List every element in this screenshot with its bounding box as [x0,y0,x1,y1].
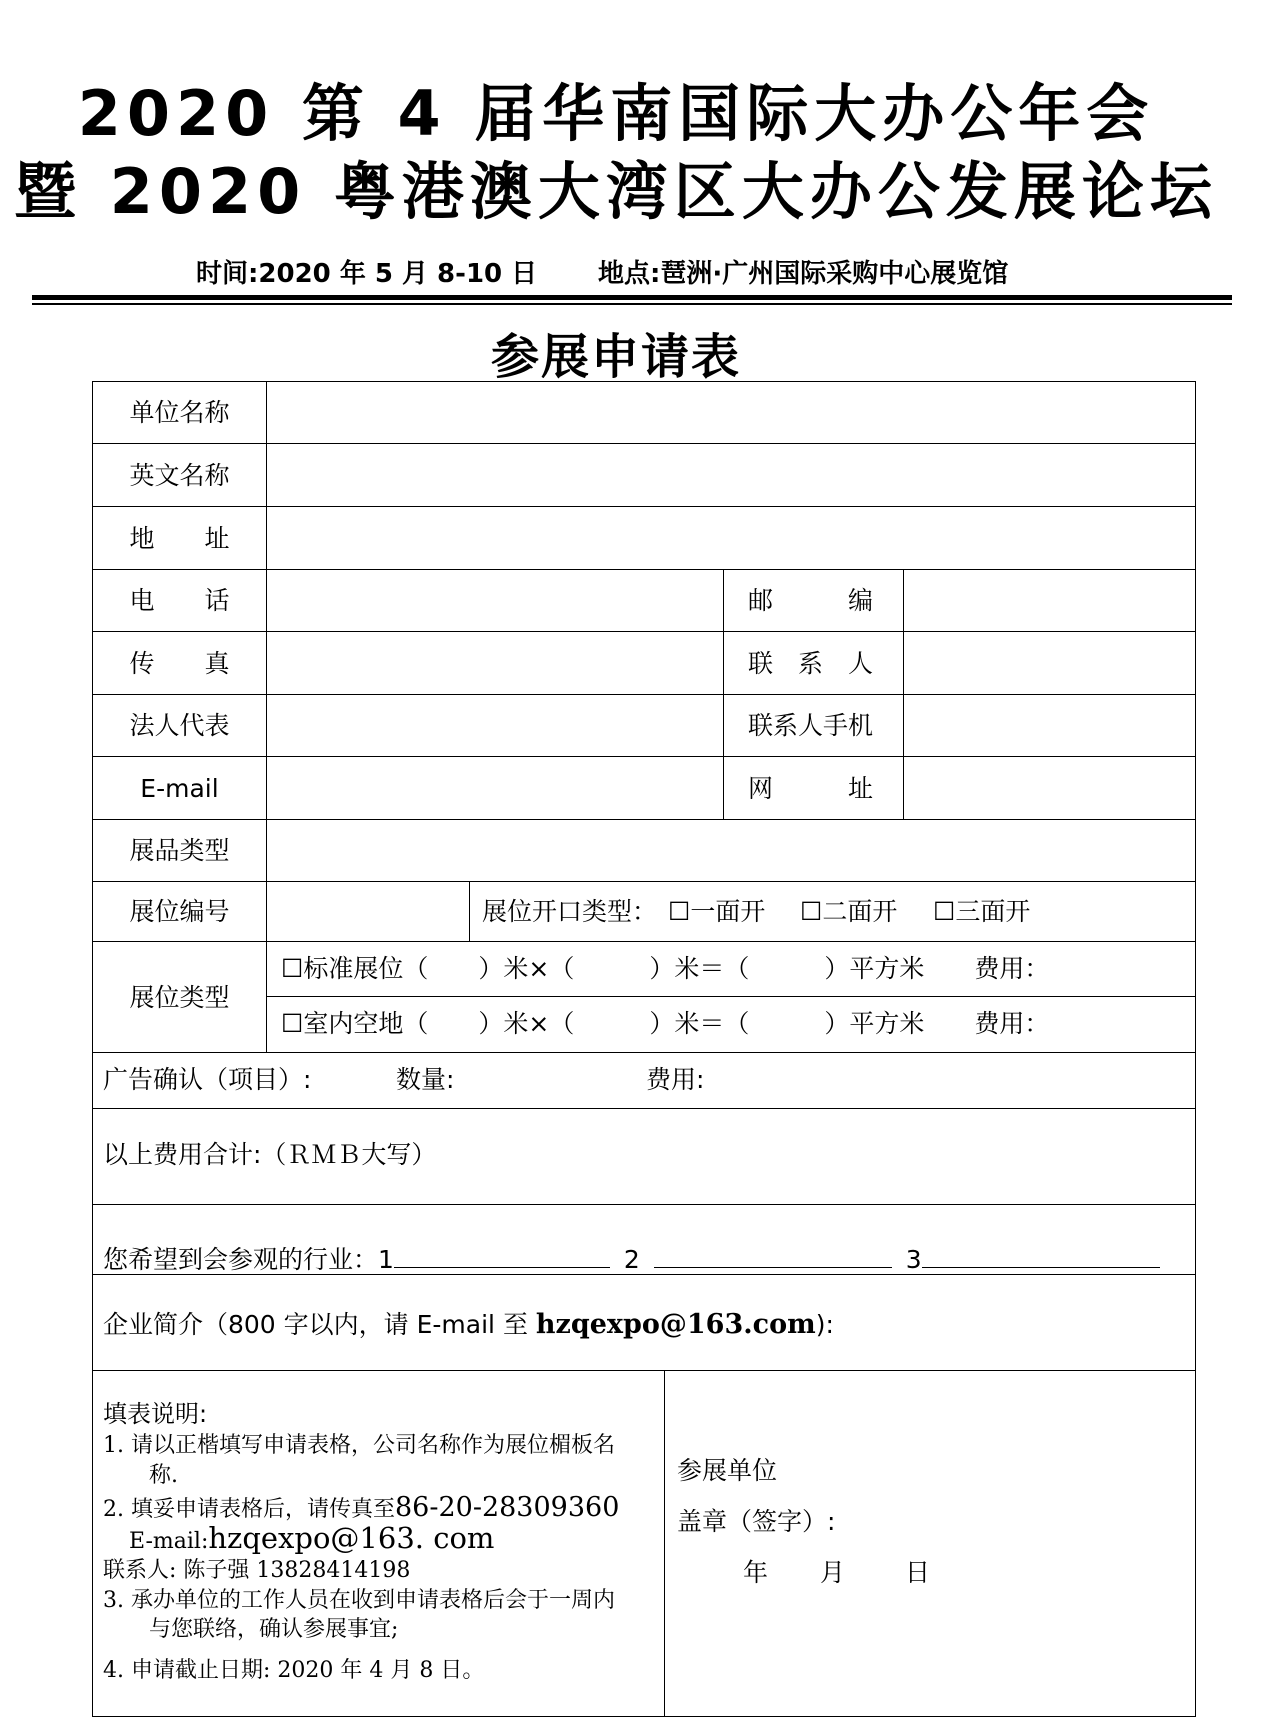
label-intro: 企业简介（800 字以内，请 E-mail 至 [103,1310,536,1339]
label-exhibitor-unit: 参展单位 [677,1456,778,1485]
instruction-2-text: 2. 填妥申请表格后，请传真至 [103,1497,395,1522]
label-month: 月 [820,1558,846,1587]
col-divider [664,1370,665,1716]
instruction-2-email: hzqexpo@163. com [208,1521,495,1555]
industry-3-number: 3 [905,1245,922,1274]
contact-field[interactable] [906,636,1193,691]
instruction-1a: 1. 请以正楷填写申请表格，公司名称作为展位楣板名 [103,1433,615,1458]
industry-3-field[interactable] [922,1245,1160,1268]
label-phone: 电 话 [129,586,230,615]
row-divider [93,1274,1195,1275]
label-website: 网 址 [748,774,874,803]
col-divider [266,382,267,941]
label-fax: 传 真 [129,649,230,678]
label-opening-type: 展位开口类型： [482,897,658,926]
instructions-title: 填表说明: [103,1400,208,1428]
exhibit-type-field[interactable] [269,824,1193,879]
label-ad-confirm: 广告确认（项目）: [103,1065,312,1094]
intro-suffix: ): [815,1310,834,1339]
instruction-2b [129,1521,495,1555]
postcode-field[interactable] [906,574,1193,629]
label-company-name: 单位名称 [129,398,230,427]
standard-booth-checkbox[interactable]: ☐标准展位（ ）米×（ ）米＝（ ）平方米 费用： [281,954,1050,983]
label-legal-rep: 法人代表 [129,711,230,740]
company-name-field[interactable] [269,386,1193,441]
industry-2-field[interactable] [654,1245,892,1268]
opening-one-side-checkbox[interactable]: ☐一面开 [668,897,766,926]
row-divider [93,1052,1195,1053]
raw-space-checkbox[interactable]: ☐室内空地（ ）米×（ ）米＝（ ）平方米 费用： [281,1009,1050,1038]
label-ad-quantity: 数量: [396,1065,455,1094]
email-field[interactable] [269,761,721,816]
row-divider [93,569,1195,570]
fax-field[interactable] [269,636,721,691]
row-divider [93,631,1195,632]
label-contact-mobile: 联系人手机 [748,711,874,740]
row-divider [93,1204,1195,1205]
industry-1-field[interactable] [394,1245,610,1268]
phone-field[interactable] [269,574,721,629]
label-day: 日 [905,1558,931,1587]
label-email: E-mail [140,774,219,803]
header-rule-thin [32,303,1232,305]
website-field[interactable] [906,761,1193,816]
event-venue: 地点:琶洲·广州国际采购中心展览馆 [598,259,1009,289]
row-divider [93,506,1195,507]
label-postcode: 邮 编 [748,586,874,615]
title-line-2: 暨 2020 粤港澳大湾区大办公发展论坛 [14,155,1218,228]
industry-line [103,1245,1160,1272]
instruction-1b: 称. [149,1463,178,1488]
instruction-3a: 3. 承办单位的工作人员在收到申请表格后会于一周内 [103,1588,615,1613]
legal-rep-field[interactable] [269,699,721,754]
col-divider [469,881,470,941]
col-divider [903,569,904,819]
label-address: 地 址 [129,524,230,553]
row-divider [266,996,1195,997]
row-divider [93,756,1195,757]
row-divider [93,694,1195,695]
row-divider [93,941,1195,942]
industry-2-number: 2 [623,1245,640,1274]
intro-line [103,1311,834,1338]
col-divider [723,569,724,819]
label-exhibit-type: 展品类型 [129,836,230,865]
header-rule-thick [32,295,1232,300]
application-form-table [92,381,1196,1717]
opening-two-side-checkbox[interactable]: ☐二面开 [800,897,898,926]
industry-1-number: 1 [378,1245,394,1274]
row-divider [93,1370,1195,1371]
address-field[interactable] [269,511,1193,566]
form-title: 参展申请表 [490,329,741,385]
english-name-field[interactable] [269,448,1193,503]
opening-three-side-checkbox[interactable]: ☐三面开 [933,897,1031,926]
instruction-3b: 与您联络，确认参展事宜; [149,1617,399,1642]
event-time: 时间:2020 年 5 月 8-10 日 [196,259,538,289]
label-ad-fee: 费用: [646,1065,705,1094]
title-line-1: 2020 第 4 届华南国际大办公年会 [77,77,1155,150]
label-seal-signature: 盖章（签字）: [677,1507,836,1536]
row-divider [93,881,1195,882]
row-divider [93,819,1195,820]
label-english-name: 英文名称 [129,461,230,490]
contact-mobile-field[interactable] [906,699,1193,754]
instruction-2a [103,1494,619,1521]
row-divider [93,443,1195,444]
instruction-contact: 联系人: 陈子强 13828414198 [103,1558,411,1583]
label-booth-type: 展位类型 [129,983,230,1012]
label-booth-number: 展位编号 [129,897,230,926]
label-contact: 联 系 人 [748,649,874,678]
label-year: 年 [743,1558,769,1587]
col-divider [266,941,267,1052]
label-industry: 您希望到会参观的行业： [103,1245,379,1274]
instruction-2-email-label: E-mail: [129,1529,209,1554]
row-divider [93,1108,1195,1109]
instruction-2-fax: 86-20-28309360 [394,1492,620,1523]
label-total-fee: 以上费用合计:（ＲＭＢ大写） [103,1140,437,1169]
instruction-4: 4. 申请截止日期: 2020 年 4 月 8 日。 [103,1658,485,1683]
intro-email: hzqexpo@163.com [535,1309,816,1340]
booth-number-field[interactable] [269,884,467,939]
